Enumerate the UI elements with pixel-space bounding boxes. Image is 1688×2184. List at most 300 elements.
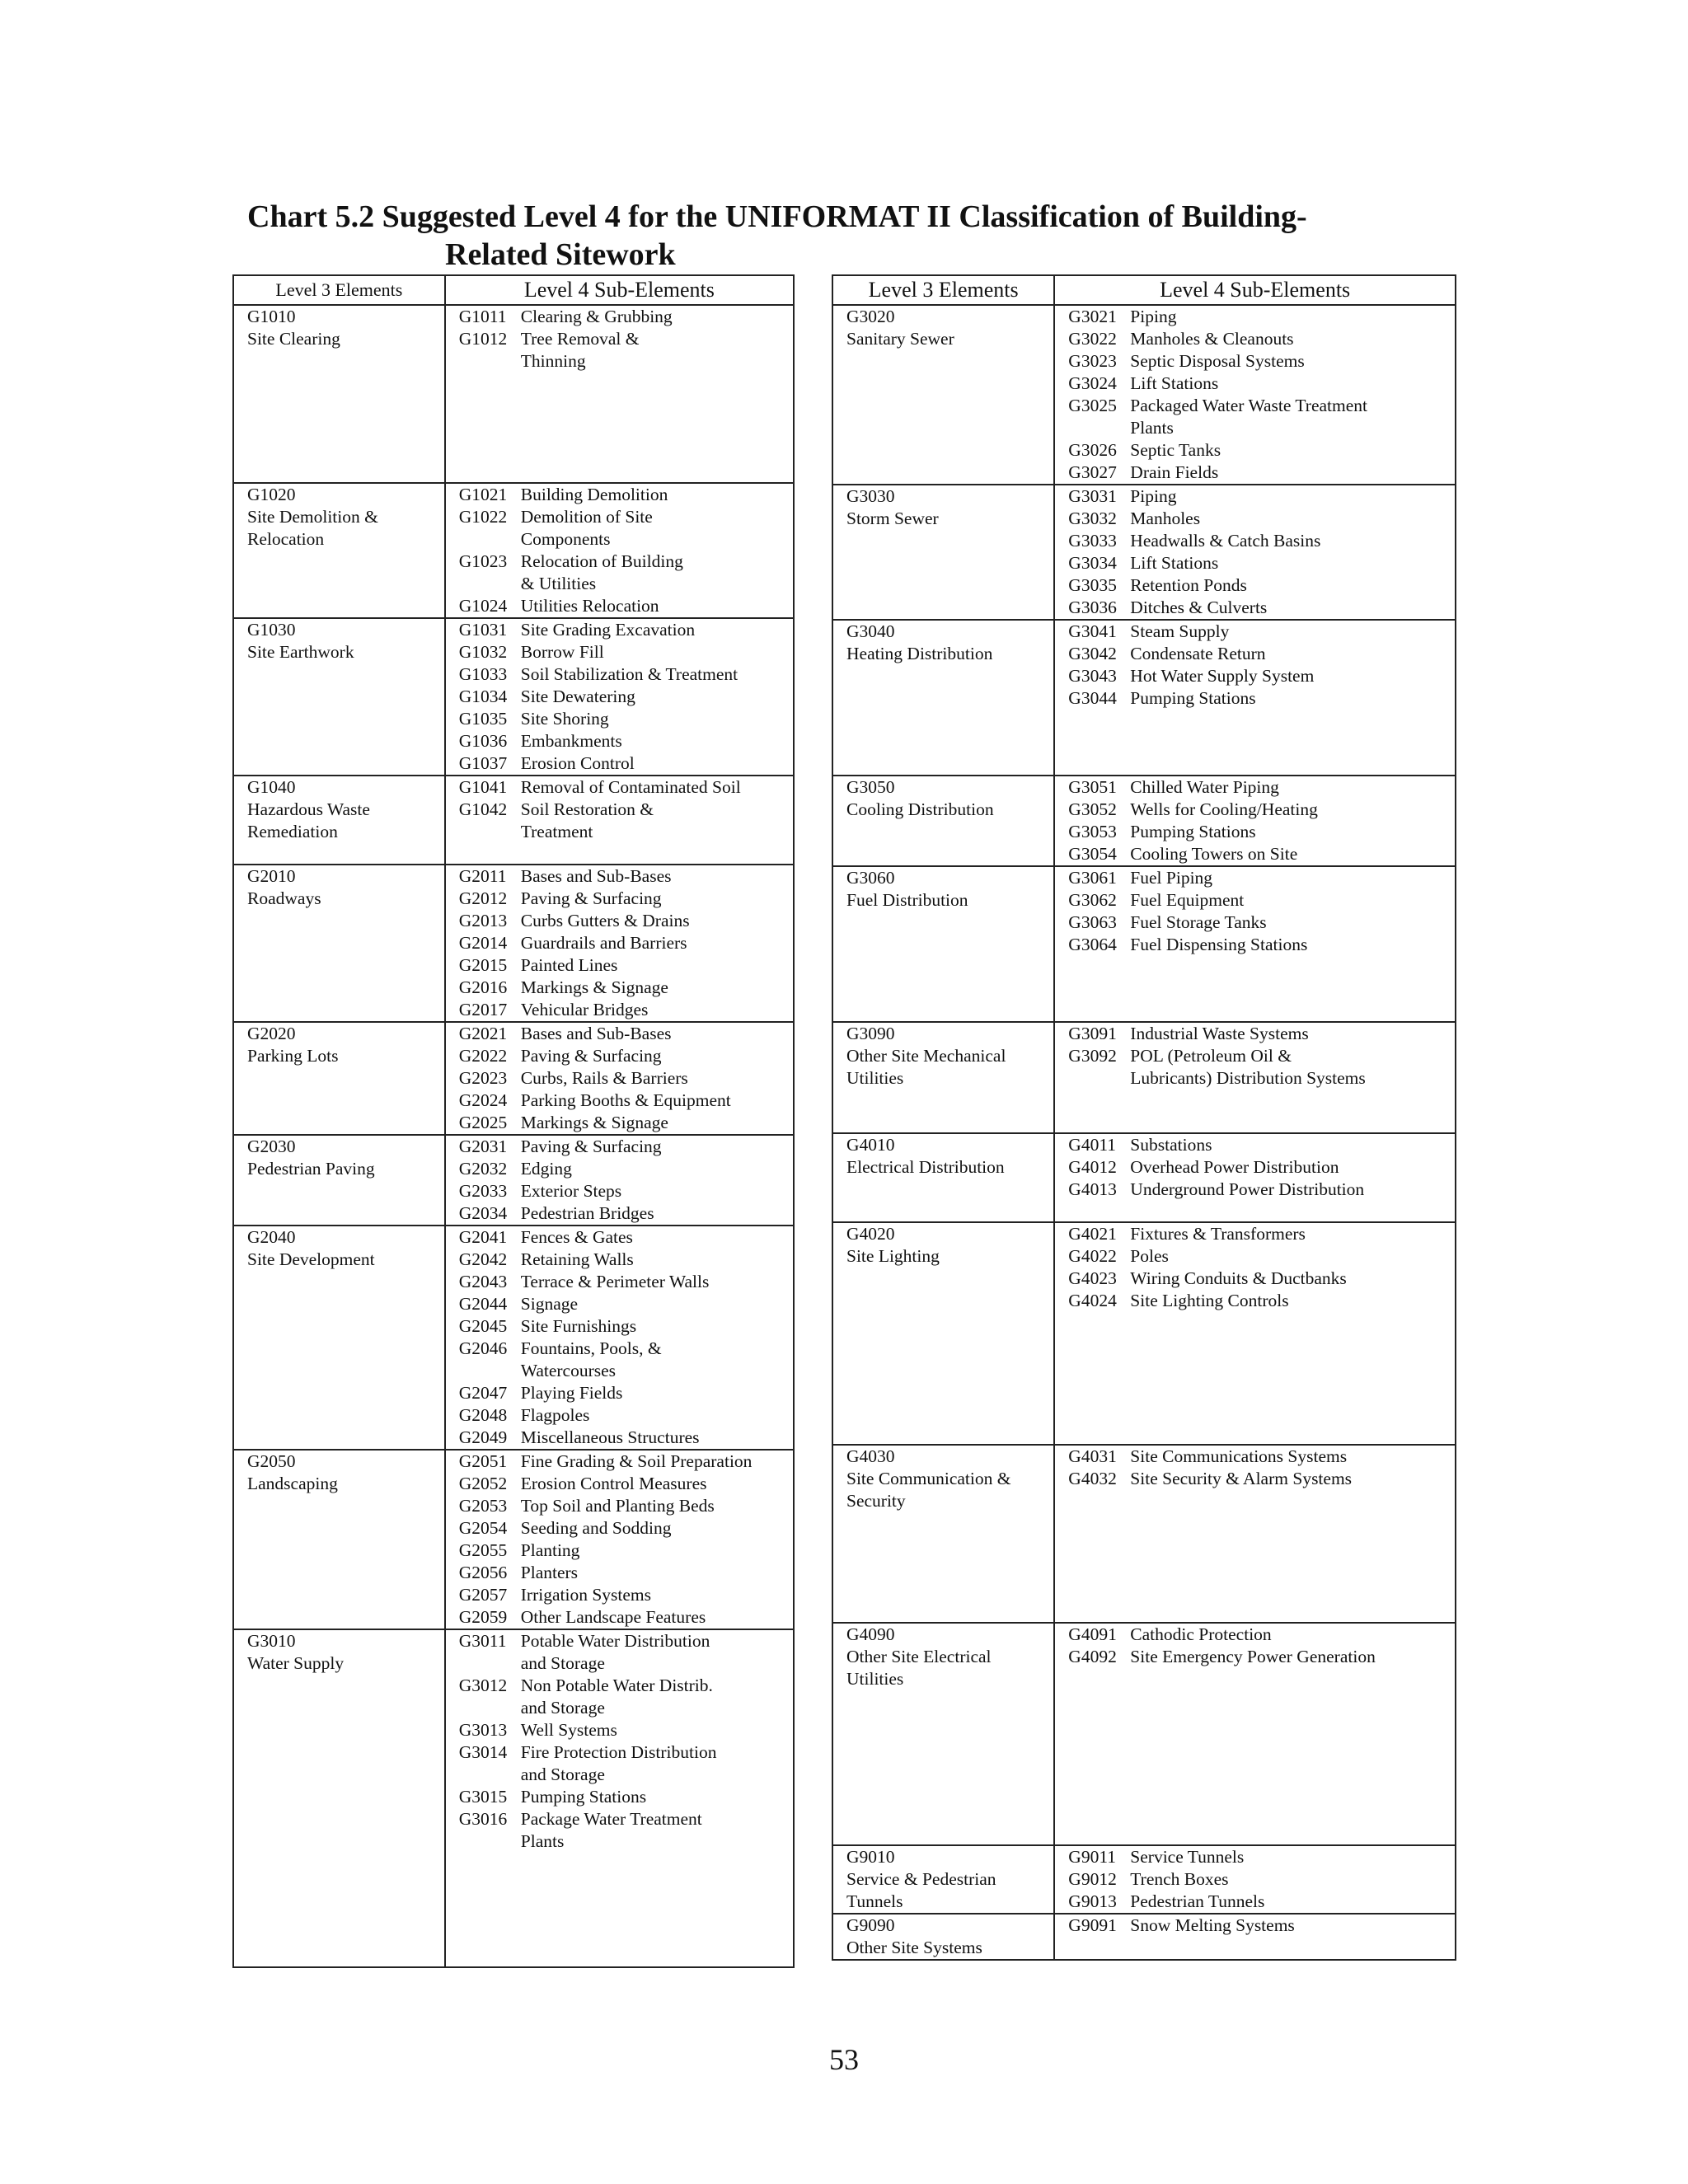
subelement-code: G4013	[1068, 1179, 1117, 1199]
level3-element-cell	[832, 1022, 1054, 1133]
subelement-line	[1068, 373, 1455, 395]
subelement-text: Trench Boxes	[1130, 1869, 1229, 1889]
subelement-code: G2049	[458, 1427, 508, 1447]
table-row	[832, 1914, 1456, 1960]
table-row	[832, 620, 1456, 776]
subelement-text: Packaged Water Waste Treatment	[1130, 396, 1368, 415]
subelement-code: G3092	[1068, 1046, 1117, 1066]
subelement-line	[1068, 821, 1455, 843]
level3-element-cell	[233, 865, 445, 1022]
subelement-item	[459, 1719, 793, 1741]
subelement-item	[459, 1606, 793, 1629]
level3-name: Site Development	[247, 1249, 375, 1269]
subelement-code: G2031	[458, 1137, 508, 1156]
subelement-text: Demolition of Site	[520, 507, 653, 527]
subelement-line	[1068, 776, 1455, 799]
subelement-text: Fuel Equipment	[1130, 890, 1245, 910]
level3-code: G1040	[247, 777, 296, 797]
subelement-code: G2047	[458, 1383, 508, 1403]
subelement-item	[459, 1045, 793, 1067]
table-row	[233, 618, 794, 776]
subelement-line	[459, 1382, 793, 1404]
subelement-text: Site Dewatering	[520, 687, 635, 706]
subelement-item	[459, 551, 793, 595]
subelement-text-continued: & Utilities	[520, 574, 597, 593]
level4-subelements-cell	[445, 483, 794, 618]
subelement-text: Well Systems	[520, 1720, 617, 1740]
level3-element-cell	[233, 1022, 445, 1135]
table-row	[832, 1445, 1456, 1623]
subelement-code: G9011	[1068, 1847, 1117, 1867]
table-row	[832, 1623, 1456, 1845]
subelement-text: Erosion Control	[520, 753, 635, 773]
subelement-line	[1068, 1891, 1455, 1913]
subelement-item	[1068, 350, 1455, 373]
level3-element-cell	[233, 1629, 445, 1967]
subelement-line	[459, 1473, 793, 1495]
subelement-code: G1022	[458, 507, 508, 527]
right-header-row	[832, 275, 1456, 305]
subelement-code: G2044	[458, 1294, 508, 1314]
subelement-text: Relocation of Building	[520, 551, 683, 571]
subelement-line	[1068, 843, 1455, 865]
table-row	[832, 305, 1456, 485]
subelement-item	[459, 641, 793, 663]
subelement-code: G1036	[458, 731, 508, 751]
subelement-code: G2011	[458, 866, 507, 886]
subelement-text: Signage	[520, 1294, 579, 1314]
subelement-item	[1068, 1290, 1455, 1312]
subelement-line	[459, 1404, 793, 1427]
subelement-code: G3032	[1068, 509, 1117, 528]
subelement-text: Fuel Piping	[1130, 868, 1213, 888]
subelement-line	[459, 1584, 793, 1606]
level3-element-cell	[832, 305, 1054, 485]
subelement-line	[1068, 687, 1455, 710]
subelement-item	[1068, 1268, 1455, 1290]
subelement-code: G4091	[1068, 1624, 1117, 1644]
subelement-text: Guardrails and Barriers	[520, 933, 687, 953]
subelement-text: Site Security & Alarm Systems	[1130, 1469, 1353, 1488]
level3-element-cell	[832, 1222, 1054, 1445]
subelement-line	[1068, 462, 1455, 484]
subelement-code: G2033	[458, 1181, 508, 1201]
subelement-line	[1068, 1446, 1455, 1468]
level4-subelements-cell	[445, 1629, 794, 1967]
subelement-line	[1068, 1915, 1455, 1937]
level3-name: Parking Lots	[247, 1046, 339, 1066]
level3-code: G4010	[846, 1135, 895, 1155]
subelement-text: Cathodic Protection	[1130, 1624, 1272, 1644]
subelement-item	[459, 306, 793, 328]
subelement-line	[1068, 1223, 1455, 1245]
subelement-item	[459, 730, 793, 752]
table-row	[832, 776, 1456, 866]
subelement-text-continued: Components	[520, 529, 611, 549]
subelement-line	[459, 1045, 793, 1067]
subelement-line	[1068, 1179, 1455, 1201]
subelement-item	[459, 752, 793, 775]
subelement-text: POL (Petroleum Oil &	[1130, 1046, 1292, 1066]
level3-code: G4030	[846, 1446, 895, 1466]
subelement-text: Borrow Fill	[520, 642, 604, 662]
level3-name: Site Clearing	[247, 329, 340, 349]
subelement-code: G2059	[458, 1607, 508, 1627]
subelement-code: G3022	[1068, 329, 1117, 349]
subelement-code: G3011	[458, 1631, 507, 1651]
subelement-line	[1068, 530, 1455, 552]
level3-name: Site Communication &	[846, 1469, 1011, 1488]
level4-subelements-cell	[445, 1135, 794, 1226]
subelement-text: Site Emergency Power Generation	[1130, 1647, 1376, 1666]
subelement-text: Utilities Relocation	[520, 596, 659, 616]
subelement-code: G3023	[1068, 351, 1117, 371]
subelement-code: G2014	[458, 933, 508, 953]
level3-code: G1020	[247, 485, 296, 504]
subelement-item	[459, 595, 793, 617]
subelement-code: G3053	[1068, 822, 1117, 841]
subelement-code: G1034	[458, 687, 508, 706]
level3-code: G1030	[247, 620, 296, 640]
subelement-item	[459, 1808, 793, 1853]
subelement-line	[1068, 1156, 1455, 1179]
subelement-code: G2034	[458, 1203, 508, 1223]
subelement-item	[1068, 1846, 1455, 1868]
subelement-text: Curbs, Rails & Barriers	[520, 1068, 688, 1088]
subelement-code: G4023	[1068, 1268, 1117, 1288]
subelement-code: G2046	[458, 1338, 508, 1358]
subelement-code: G2042	[458, 1249, 508, 1269]
level3-name: Sanitary Sewer	[846, 329, 954, 349]
subelement-item	[1068, 912, 1455, 934]
subelement-code: G3016	[458, 1809, 508, 1829]
subelement-text-continued: Watercourses	[520, 1361, 617, 1380]
right-classification-table	[832, 274, 1456, 1961]
subelement-code: G3024	[1068, 373, 1117, 393]
subelement-text-continued: Plants	[520, 1831, 565, 1851]
subelement-code: G2016	[458, 977, 508, 997]
subelement-line	[1068, 643, 1455, 665]
subelement-line	[459, 910, 793, 932]
subelement-code: G2013	[458, 911, 508, 930]
subelement-text: Other Landscape Features	[520, 1607, 706, 1627]
subelement-text: Tree Removal &	[520, 329, 640, 349]
level3-name: Roadways	[247, 888, 321, 908]
subelement-item	[459, 1741, 793, 1786]
subelement-item	[1068, 439, 1455, 462]
subelement-code: G3025	[1068, 396, 1117, 415]
subelement-line	[1068, 621, 1455, 643]
subelement-item	[459, 1473, 793, 1495]
table-row	[233, 483, 794, 618]
subelement-text-continued: Thinning	[520, 351, 586, 371]
subelement-line	[459, 708, 793, 730]
subelement-item	[459, 506, 793, 551]
level3-element-cell	[233, 1135, 445, 1226]
subelement-line	[1068, 889, 1455, 912]
subelement-item	[459, 1158, 793, 1180]
subelement-line	[1068, 1023, 1455, 1045]
subelement-line	[459, 954, 793, 977]
subelement-line	[1068, 1290, 1455, 1312]
subelement-text: Markings & Signage	[520, 977, 668, 997]
header-level3: Level 3 Elements	[832, 275, 1054, 305]
subelement-code: G3034	[1068, 553, 1117, 573]
subelement-text: Substations	[1130, 1135, 1212, 1155]
subelement-item	[1068, 462, 1455, 484]
subelement-item	[459, 1090, 793, 1112]
subelement-code: G3061	[1068, 868, 1117, 888]
subelement-item	[1068, 776, 1455, 799]
subelement-code: G1024	[458, 596, 508, 616]
subelement-line	[459, 1427, 793, 1449]
subelement-text: Paving & Surfacing	[520, 1137, 662, 1156]
level4-subelements-cell	[445, 1022, 794, 1135]
subelement-text: Fuel Storage Tanks	[1130, 912, 1267, 932]
subelement-code: G3036	[1068, 598, 1117, 617]
subelement-line	[459, 663, 793, 686]
subelement-code: G3091	[1068, 1024, 1117, 1043]
subelement-code: G2012	[458, 888, 508, 908]
subelement-code: G1035	[458, 709, 508, 729]
level3-name: Remediation	[247, 822, 338, 841]
subelement-item	[1068, 799, 1455, 821]
subelement-code: G1031	[458, 620, 508, 640]
subelement-code: G2045	[458, 1316, 508, 1336]
level3-element-cell	[233, 483, 445, 618]
subelement-line	[459, 1202, 793, 1225]
subelement-line	[459, 1158, 793, 1180]
subelement-text: Poles	[1130, 1246, 1169, 1266]
subelement-line	[459, 1023, 793, 1045]
subelement-code: G3054	[1068, 844, 1117, 864]
subelement-code: G2048	[458, 1405, 508, 1425]
subelement-code: G2023	[458, 1068, 508, 1088]
subelement-code: G3031	[1068, 486, 1117, 506]
level3-code: G3010	[247, 1631, 296, 1651]
subelement-line	[1068, 485, 1455, 508]
subelement-code: G4032	[1068, 1469, 1117, 1488]
subelement-line	[459, 888, 793, 910]
subelement-text: Condensate Return	[1130, 644, 1266, 663]
subelement-code: G2051	[458, 1451, 508, 1471]
level4-subelements-cell	[445, 865, 794, 1022]
subelement-text: Clearing & Grubbing	[520, 307, 673, 326]
subelement-code: G3015	[458, 1787, 508, 1807]
level4-subelements-cell	[1054, 1222, 1456, 1445]
subelement-line	[459, 1136, 793, 1158]
subelement-line	[459, 1451, 793, 1473]
subelement-text: Pedestrian Tunnels	[1130, 1891, 1265, 1911]
level3-element-cell	[832, 1845, 1054, 1914]
subelement-text: Removal of Contaminated Soil	[520, 777, 741, 797]
subelement-item	[1068, 1245, 1455, 1268]
subelement-item	[459, 1675, 793, 1719]
subelement-line	[459, 1808, 793, 1830]
table-row	[233, 1022, 794, 1135]
subelement-text: Erosion Control Measures	[520, 1474, 707, 1493]
subelement-item	[459, 1786, 793, 1808]
subelement-line	[459, 1067, 793, 1090]
subelement-line	[1068, 1045, 1455, 1067]
subelement-code: G2024	[458, 1090, 508, 1110]
subelement-code: G1021	[458, 485, 508, 504]
subelement-text: Bases and Sub-Bases	[520, 866, 672, 886]
level3-element-cell	[832, 1445, 1054, 1623]
subelement-item	[1068, 1446, 1455, 1468]
subelement-text: Septic Disposal Systems	[1130, 351, 1305, 371]
subelement-text: Package Water Treatment	[520, 1809, 702, 1829]
subelement-line	[459, 799, 793, 821]
subelement-code: G4024	[1068, 1291, 1117, 1310]
subelement-text: Miscellaneous Structures	[520, 1427, 700, 1447]
subelement-text: Steam Supply	[1130, 621, 1230, 641]
subelement-item	[459, 977, 793, 999]
subelement-text: Headwalls & Catch Basins	[1130, 531, 1321, 551]
table-row	[233, 1629, 794, 1967]
level3-code: G9090	[846, 1915, 895, 1935]
subelement-code: G4012	[1068, 1157, 1117, 1177]
subelement-item	[459, 1404, 793, 1427]
subelement-text: Fine Grading & Soil Preparation	[520, 1451, 753, 1471]
subelement-code: G2025	[458, 1113, 508, 1132]
level3-code: G3040	[846, 621, 895, 641]
level3-code: G9010	[846, 1847, 895, 1867]
subelement-code: G4022	[1068, 1246, 1117, 1266]
subelement-code: G3041	[1068, 621, 1117, 641]
table-row	[832, 485, 1456, 620]
subelement-item	[1068, 687, 1455, 710]
subelement-text-continued: Lubricants) Distribution Systems	[1130, 1068, 1366, 1088]
subelement-code: G3064	[1068, 935, 1117, 954]
subelement-text: Fountains, Pools, &	[520, 1338, 662, 1358]
level4-subelements-cell	[1054, 1914, 1456, 1960]
subelement-text: Curbs Gutters & Drains	[520, 911, 690, 930]
subelement-line	[459, 1315, 793, 1338]
level3-name: Electrical Distribution	[846, 1157, 1005, 1177]
subelement-line	[459, 752, 793, 775]
subelement-code: G3033	[1068, 531, 1117, 551]
subelement-text: Playing Fields	[520, 1383, 623, 1403]
subelement-code: G3035	[1068, 575, 1117, 595]
subelement-text: Seeding and Sodding	[520, 1518, 672, 1538]
subelement-line	[459, 1741, 793, 1764]
level4-subelements-cell	[1054, 620, 1456, 776]
subelement-code: G2057	[458, 1585, 508, 1605]
subelement-text: Exterior Steps	[520, 1181, 622, 1201]
subelement-line	[459, 484, 793, 506]
subelement-text: Wiring Conduits & Ductbanks	[1130, 1268, 1347, 1288]
subelement-item	[1068, 1023, 1455, 1045]
subelement-line	[1068, 867, 1455, 889]
subelement-line	[1068, 1624, 1455, 1646]
subelement-item	[1068, 934, 1455, 956]
subelement-code: G3043	[1068, 666, 1117, 686]
header-level4: Level 4 Sub-Elements	[445, 275, 794, 305]
subelement-item	[1068, 1915, 1455, 1937]
level3-element-cell	[832, 485, 1054, 620]
level3-name: Water Supply	[247, 1653, 345, 1673]
subelement-item	[459, 1630, 793, 1675]
table-row	[832, 866, 1456, 1022]
subelement-text: Bases and Sub-Bases	[520, 1024, 672, 1043]
subelement-item	[459, 663, 793, 686]
subelement-item	[1068, 552, 1455, 574]
subelement-code: G4031	[1068, 1446, 1117, 1466]
subelement-text: Irrigation Systems	[520, 1585, 652, 1605]
level3-name: Pedestrian Paving	[247, 1159, 375, 1179]
subelement-item	[459, 619, 793, 641]
table-row	[233, 1450, 794, 1629]
level3-code: G3030	[846, 486, 895, 506]
subelement-line	[459, 1540, 793, 1562]
subelement-line	[459, 730, 793, 752]
subelement-line	[459, 506, 793, 528]
subelement-text: Planters	[520, 1563, 579, 1582]
subelement-text: Building Demolition	[520, 485, 668, 504]
subelement-text: Lift Stations	[1130, 553, 1219, 573]
subelement-text: Retention Ponds	[1130, 575, 1247, 595]
subelement-code: G1012	[458, 329, 508, 349]
subelement-code: G2054	[458, 1518, 508, 1538]
table-row	[233, 865, 794, 1022]
subelement-code: G2052	[458, 1474, 508, 1493]
subelement-item	[459, 1293, 793, 1315]
subelement-item	[459, 1382, 793, 1404]
subelement-text: Cooling Towers on Site	[1130, 844, 1298, 864]
subelement-item	[1068, 1156, 1455, 1179]
subelement-text: Flagpoles	[520, 1405, 590, 1425]
subelement-line	[1068, 328, 1455, 350]
chart-title	[247, 198, 1467, 274]
subelement-code: G3051	[1068, 777, 1117, 797]
subelement-item	[1068, 1134, 1455, 1156]
level4-subelements-cell	[445, 305, 794, 483]
subelement-text: Chilled Water Piping	[1130, 777, 1279, 797]
level3-element-cell	[832, 1133, 1054, 1222]
subelement-text-continued: and Storage	[520, 1698, 605, 1718]
subelement-code: G3021	[1068, 307, 1117, 326]
subelement-code: G4011	[1068, 1135, 1117, 1155]
level3-name: Site Lighting	[846, 1246, 940, 1266]
subelement-text: Pumping Stations	[520, 1787, 647, 1807]
subelement-item	[1068, 485, 1455, 508]
subelement-line	[459, 1786, 793, 1808]
subelement-text: Overhead Power Distribution	[1130, 1157, 1339, 1177]
subelement-line	[459, 306, 793, 328]
subelement-line	[459, 1293, 793, 1315]
level3-code: G2050	[247, 1451, 296, 1471]
subelement-code: G2015	[458, 955, 508, 975]
level3-element-cell	[233, 305, 445, 483]
subelement-code: G1037	[458, 753, 508, 773]
level3-code: G2020	[247, 1024, 296, 1043]
subelement-code: G9013	[1068, 1891, 1117, 1911]
subelement-text: Pumping Stations	[1130, 688, 1256, 708]
level3-name: Service & Pedestrian	[846, 1869, 996, 1889]
subelement-text: Paving & Surfacing	[520, 1046, 662, 1066]
subelement-text-continued: and Storage	[520, 1765, 605, 1784]
subelement-text-continued: Treatment	[520, 822, 593, 841]
subelement-item	[459, 1023, 793, 1045]
level4-subelements-cell	[1054, 305, 1456, 485]
level4-subelements-cell	[445, 1450, 794, 1629]
subelement-text: Vehicular Bridges	[520, 1000, 649, 1019]
level3-code: G4090	[846, 1624, 895, 1644]
subelement-text: Pedestrian Bridges	[520, 1203, 654, 1223]
subelement-item	[459, 1202, 793, 1225]
level3-name: Fuel Distribution	[846, 890, 968, 910]
